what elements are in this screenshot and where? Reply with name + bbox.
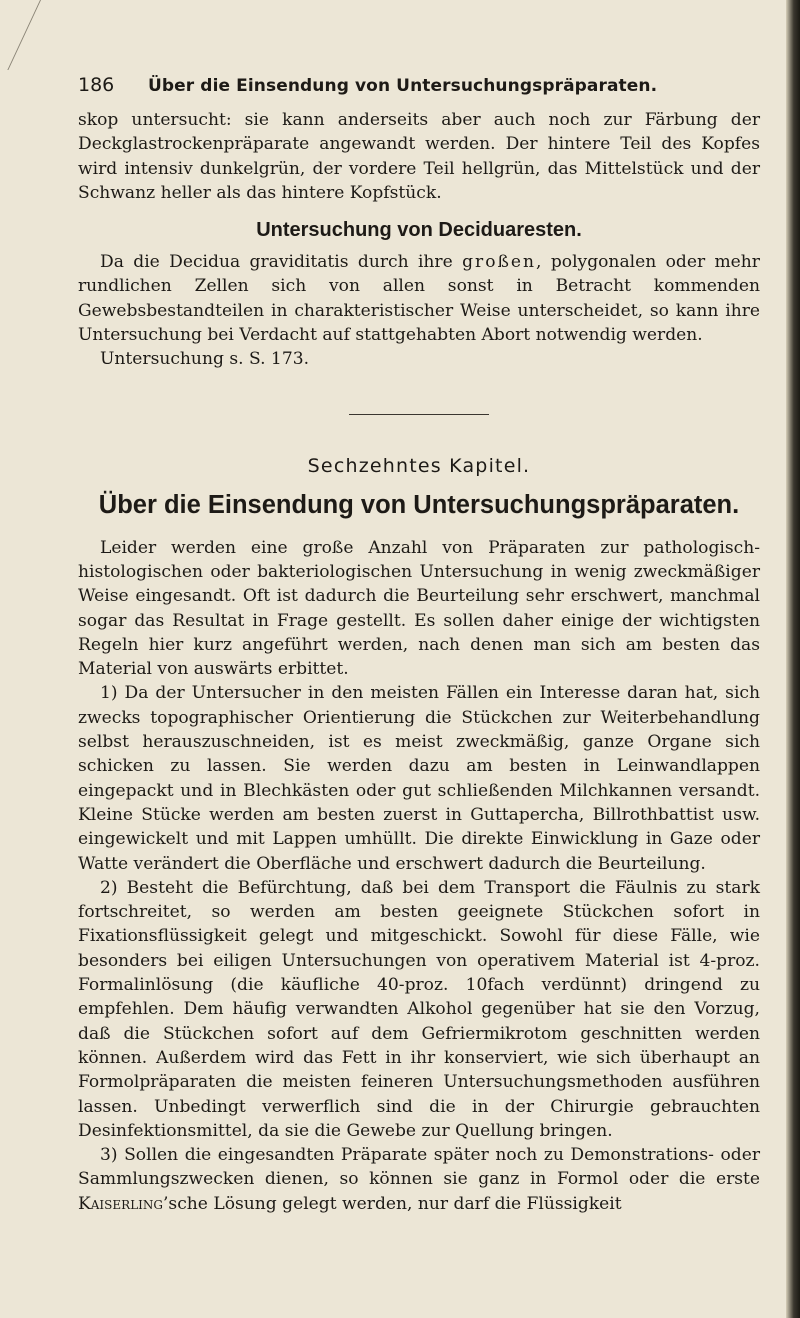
chapter-paragraph-1: Leider werden eine große Anzahl von Präparaten zur pathologisch-histologischen oder bakteriologischen Untersuchung in wenig zweckmäßiger Weise eingesandt. Oft ist dadurch die Beurteilung sehr erschwert, manchmal sogar das Resultat in Frage gestellt. Es sollen daher einige der wichtigsten Regeln hier kurz angeführt werden, nach denen man sich am besten das Material von auswärts erbittet. xyxy=(78,537,760,680)
section-title: Untersuchung von Deciduaresten. xyxy=(256,219,582,242)
author-name-kaiserling: Kaiserling xyxy=(78,1193,163,1214)
chapter-paragraph-3: 2) Besteht die Befürchtung, daß bei dem Transport die Fäulnis zu stark fortschreitet, so werden am besten geeignete Stückchen sofort in Fixationsflüssigkeit gelegt und mitgeschickt. Sowohl für diese Fälle, wie besonders bei eiligen Untersuchungen von operativem Material ist 4-proz. Formalinlösung (die käufliche 40-proz. 10fach verdünnt) dringend zu empfehlen. Dem häufig verwandten Alkohol gegenüber hat sie den Vorzug, daß die Stückchen sofort auf dem Gefriermikrotom geschnitten werden können. Außerdem wird das Fett in ihr konserviert, wie sich überhaupt an Formolpräparaten die meisten feineren Untersuchungsmethoden ausführen lassen. Unbedingt verwerflich sind die in der Chirurgie gebrauchten Desinfektionsmittel, da sie die Gewebe zur Quellung bringen. xyxy=(78,877,760,1141)
section-paragraph-end: , polygonalen oder mehr rundlichen Zellen sich von allen sonst in Betracht kommenden Gewebsbestandteilen in charakteristischer Weise unterscheidet, so kann ihre Untersuchung bei Verdacht auf stattgehabten Abort notwendig werden. xyxy=(78,252,760,346)
chapter-paragraph-4-start: 3) Sollen die eingesandten Präparate später noch zu Demonstrations- oder Sammlungszwecken dienen, so können sie ganz in Formol oder die erste xyxy=(78,1145,760,1190)
page-number: 186 xyxy=(78,74,115,96)
book-page xyxy=(78,74,760,1216)
section-paragraph-spaced: großen xyxy=(462,252,537,273)
chapter-paragraph-2: 1) Da der Untersucher in den meisten Fällen ein Interesse daran hat, sich zwecks topographischer Orientierung die Stückchen zur Weiterbehandlung selbst herauszuschneiden, ist es meist zweckmäßig, ganze Organe sich schicken zu lassen. Sie werden dazu am besten in Leinwandlappen eingepackt und in Blechkästen oder gut schließenden Milchkannen versandt. Kleine Stücke werden am besten zuerst in Guttapercha, Billrothbattist usw. eingewickelt und mit Lappen umhüllt. Die direkte Einwicklung in Gaze oder Watte verändert die Oberfläche und erschwert dadurch die Beurteilung. xyxy=(78,683,760,874)
running-head: Über die Einsendung von Untersuchungspräparaten. xyxy=(148,76,658,96)
section-reference: Untersuchung s. S. 173. xyxy=(100,349,309,370)
section-paragraph-start: Da die Decidua graviditatis durch ihre xyxy=(100,252,463,273)
chapter-paragraph-4-end: ’sche Lösung gelegt werden, nur darf die Flüssigkeit xyxy=(163,1193,622,1214)
section-paragraph xyxy=(78,250,760,347)
intro-paragraph: skop untersucht: sie kann anderseits aber auch noch zur Färbung der Deckglastrockenpräparate angewandt werden. Der hintere Teil des Kopfes wird intensiv dunkelgrün, der vordere Teil hellgrün, das Mittelstück und der Schwanz heller als das hintere Kopfstück. xyxy=(78,110,760,203)
page-edge-line xyxy=(0,0,41,70)
book-spine-shadow xyxy=(786,0,800,1318)
chapter-label: Sechzehntes Kapitel. xyxy=(307,454,531,477)
section-divider xyxy=(349,414,489,415)
page-header xyxy=(78,74,760,108)
chapter-title: Über die Einsendung von Untersuchungspräparaten. xyxy=(98,490,740,519)
chapter-paragraph-4 xyxy=(78,1143,760,1216)
